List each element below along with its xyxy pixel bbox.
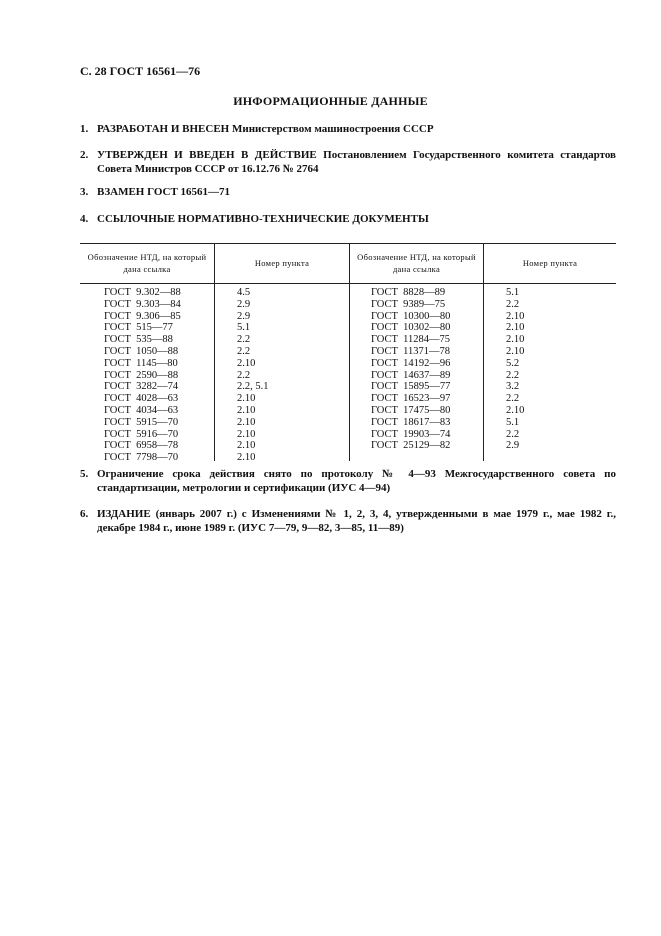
table-cell-ref: ГОСТ 9.302—88	[104, 287, 181, 298]
table-cell-point: 2.10	[506, 334, 525, 346]
table-cell-point: 2.10	[237, 428, 256, 440]
table-cell-ref: ГОСТ 515—77	[104, 322, 173, 334]
right-ref-column	[371, 287, 450, 452]
table-cell-point: 2.9	[506, 440, 520, 452]
table-cell-ref: ГОСТ 4034—63	[104, 404, 179, 416]
page-header: С. 28 ГОСТ 16561—76	[80, 64, 201, 78]
table-cell-ref: ГОСТ 19903—74	[371, 428, 451, 440]
table-cell-ref: ГОСТ 10302—80	[371, 322, 451, 334]
table-cell-ref: ГОСТ 9389—75	[371, 298, 446, 310]
item-text: Постановлением Государственного комитета стандартов Совета Министров СССР от 16.12.76 № 2764	[97, 149, 616, 175]
table-cell-ref: ГОСТ 9.306—85	[104, 310, 181, 322]
table-cell-ref: ГОСТ 5915—70	[104, 416, 179, 428]
table-cell-ref: ГОСТ 6958—78	[104, 440, 179, 452]
table-cell-point: 2.10	[237, 357, 256, 369]
header-point-left: Номер пункта	[254, 257, 310, 268]
item-number: 2.	[80, 149, 89, 161]
info-item-4	[80, 212, 616, 226]
info-item-1	[80, 122, 616, 136]
table-cell-ref: ГОСТ 1050—88	[104, 345, 179, 357]
info-item-6	[80, 507, 616, 535]
table-cell-point: 2.10	[237, 404, 256, 416]
table-cell-point: 5.2	[506, 357, 520, 369]
left-point-column	[237, 287, 269, 464]
table-cell-point: 2.10	[237, 393, 256, 405]
item-lead: УТВЕРЖДЕН И ВВЕДЕН В ДЕЙСТВИЕ	[97, 149, 317, 161]
table-cell-ref: ГОСТ 10300—80	[371, 310, 451, 322]
table-cell-point: 2.2	[237, 334, 251, 346]
table-cell-ref: ГОСТ 5916—70	[104, 428, 179, 440]
table-cell-ref: ГОСТ 17475—80	[371, 404, 451, 416]
right-point-column	[506, 287, 524, 452]
table-cell-point: 2.10	[506, 404, 525, 416]
left-ref-column	[104, 287, 181, 464]
table-cell-point: 5.1	[506, 416, 520, 428]
table-cell-point: 2.10	[237, 452, 256, 464]
table-cell-ref: ГОСТ 18617—83	[371, 416, 451, 428]
item-lead: ССЫЛОЧНЫЕ НОРМАТИВНО-ТЕХНИЧЕСКИЕ ДОКУМЕНТЫ	[97, 213, 429, 225]
table-cell-ref: ГОСТ 3282—74	[104, 381, 179, 393]
table-cell-point: 2.2	[506, 393, 520, 405]
table-cell-point: 5.1	[237, 322, 251, 334]
table-cell-ref: ГОСТ 25129—82	[371, 440, 451, 452]
table-cell-point: 2.9	[237, 298, 251, 310]
table-cell-point: 2.2, 5.1	[237, 381, 269, 393]
table-cell-ref: ГОСТ 8828—89	[371, 287, 446, 298]
info-item-5	[80, 467, 616, 495]
table-cell-point: 2.10	[237, 416, 256, 428]
table-cell-point: 2.9	[237, 310, 251, 322]
table-cell-point: 4.5	[237, 287, 251, 298]
item-number: 3.	[80, 186, 89, 198]
table-cell-ref: ГОСТ 14637—89	[371, 369, 451, 381]
table-cell-point: 3.2	[506, 381, 520, 393]
table-cell-ref: ГОСТ 2590—88	[104, 369, 179, 381]
item-text: Ограничение срока действия снято по протоколу № 4—93 Межгосударственного совета по стандартизации, метрологии и сертификации (ИУС 4—94)	[97, 468, 616, 494]
table-cell-ref: ГОСТ 15895—77	[371, 381, 451, 393]
info-item-2	[80, 148, 616, 176]
table-cell-ref: ГОСТ 11284—75	[371, 334, 451, 346]
section-title: ИНФОРМАЦИОННЫЕ ДАННЫЕ	[233, 94, 428, 108]
table-cell-point: 2.2	[506, 369, 520, 381]
table-cell-ref: ГОСТ 14192—96	[371, 357, 451, 369]
table-cell-point: 5.1	[506, 287, 520, 298]
item-lead: РАЗРАБОТАН И ВНЕСЕН	[97, 123, 230, 135]
item-text: (январь 2007 г.) с Изменениями № 1, 2, 3, 4, утвержденными в мае 1979 г., мае 1982 г., декабре 1984 г., июне 1989 г. (ИУС 7—79, 9—82, 3—85, 11—89)	[97, 508, 616, 534]
table-cell-ref: ГОСТ 535—88	[104, 334, 173, 346]
table-cell-ref: ГОСТ 9.303—84	[104, 298, 181, 310]
item-number: 6.	[80, 508, 89, 520]
header-ref-right: Обозначение НТД, на который дана ссылка	[357, 251, 476, 274]
table-cell-ref: ГОСТ 11371—78	[371, 345, 451, 357]
table-cell-point: 2.10	[237, 440, 256, 452]
header-ref-left: Обозначение НТД, на который дана ссылка	[87, 251, 207, 274]
item-text: Министерством машиностроения СССР	[229, 123, 434, 135]
table-cell-ref: ГОСТ 16523—97	[371, 393, 451, 405]
table-cell-point: 2.2	[506, 428, 520, 440]
header-point-right: Номер пункта	[522, 257, 578, 268]
table-cell-ref: ГОСТ 7798—70	[104, 452, 179, 464]
item-lead: ИЗДАНИЕ	[97, 508, 151, 520]
item-lead: ВЗАМЕН ГОСТ 16561—71	[97, 186, 231, 198]
table-cell-point: 2.10	[506, 310, 525, 322]
table-cell-point: 2.2	[237, 369, 251, 381]
table-cell-point: 2.2	[237, 345, 251, 357]
table-cell-ref: ГОСТ 4028—63	[104, 393, 179, 405]
item-number: 5.	[80, 468, 89, 480]
table-cell-ref: ГОСТ 1145—80	[104, 357, 178, 369]
item-number: 1.	[80, 123, 89, 135]
table-cell-point: 2.10	[506, 322, 525, 334]
item-number: 4.	[80, 213, 89, 225]
table-cell-point: 2.2	[506, 298, 520, 310]
table-cell-point: 2.10	[506, 345, 525, 357]
info-item-3	[80, 185, 616, 199]
